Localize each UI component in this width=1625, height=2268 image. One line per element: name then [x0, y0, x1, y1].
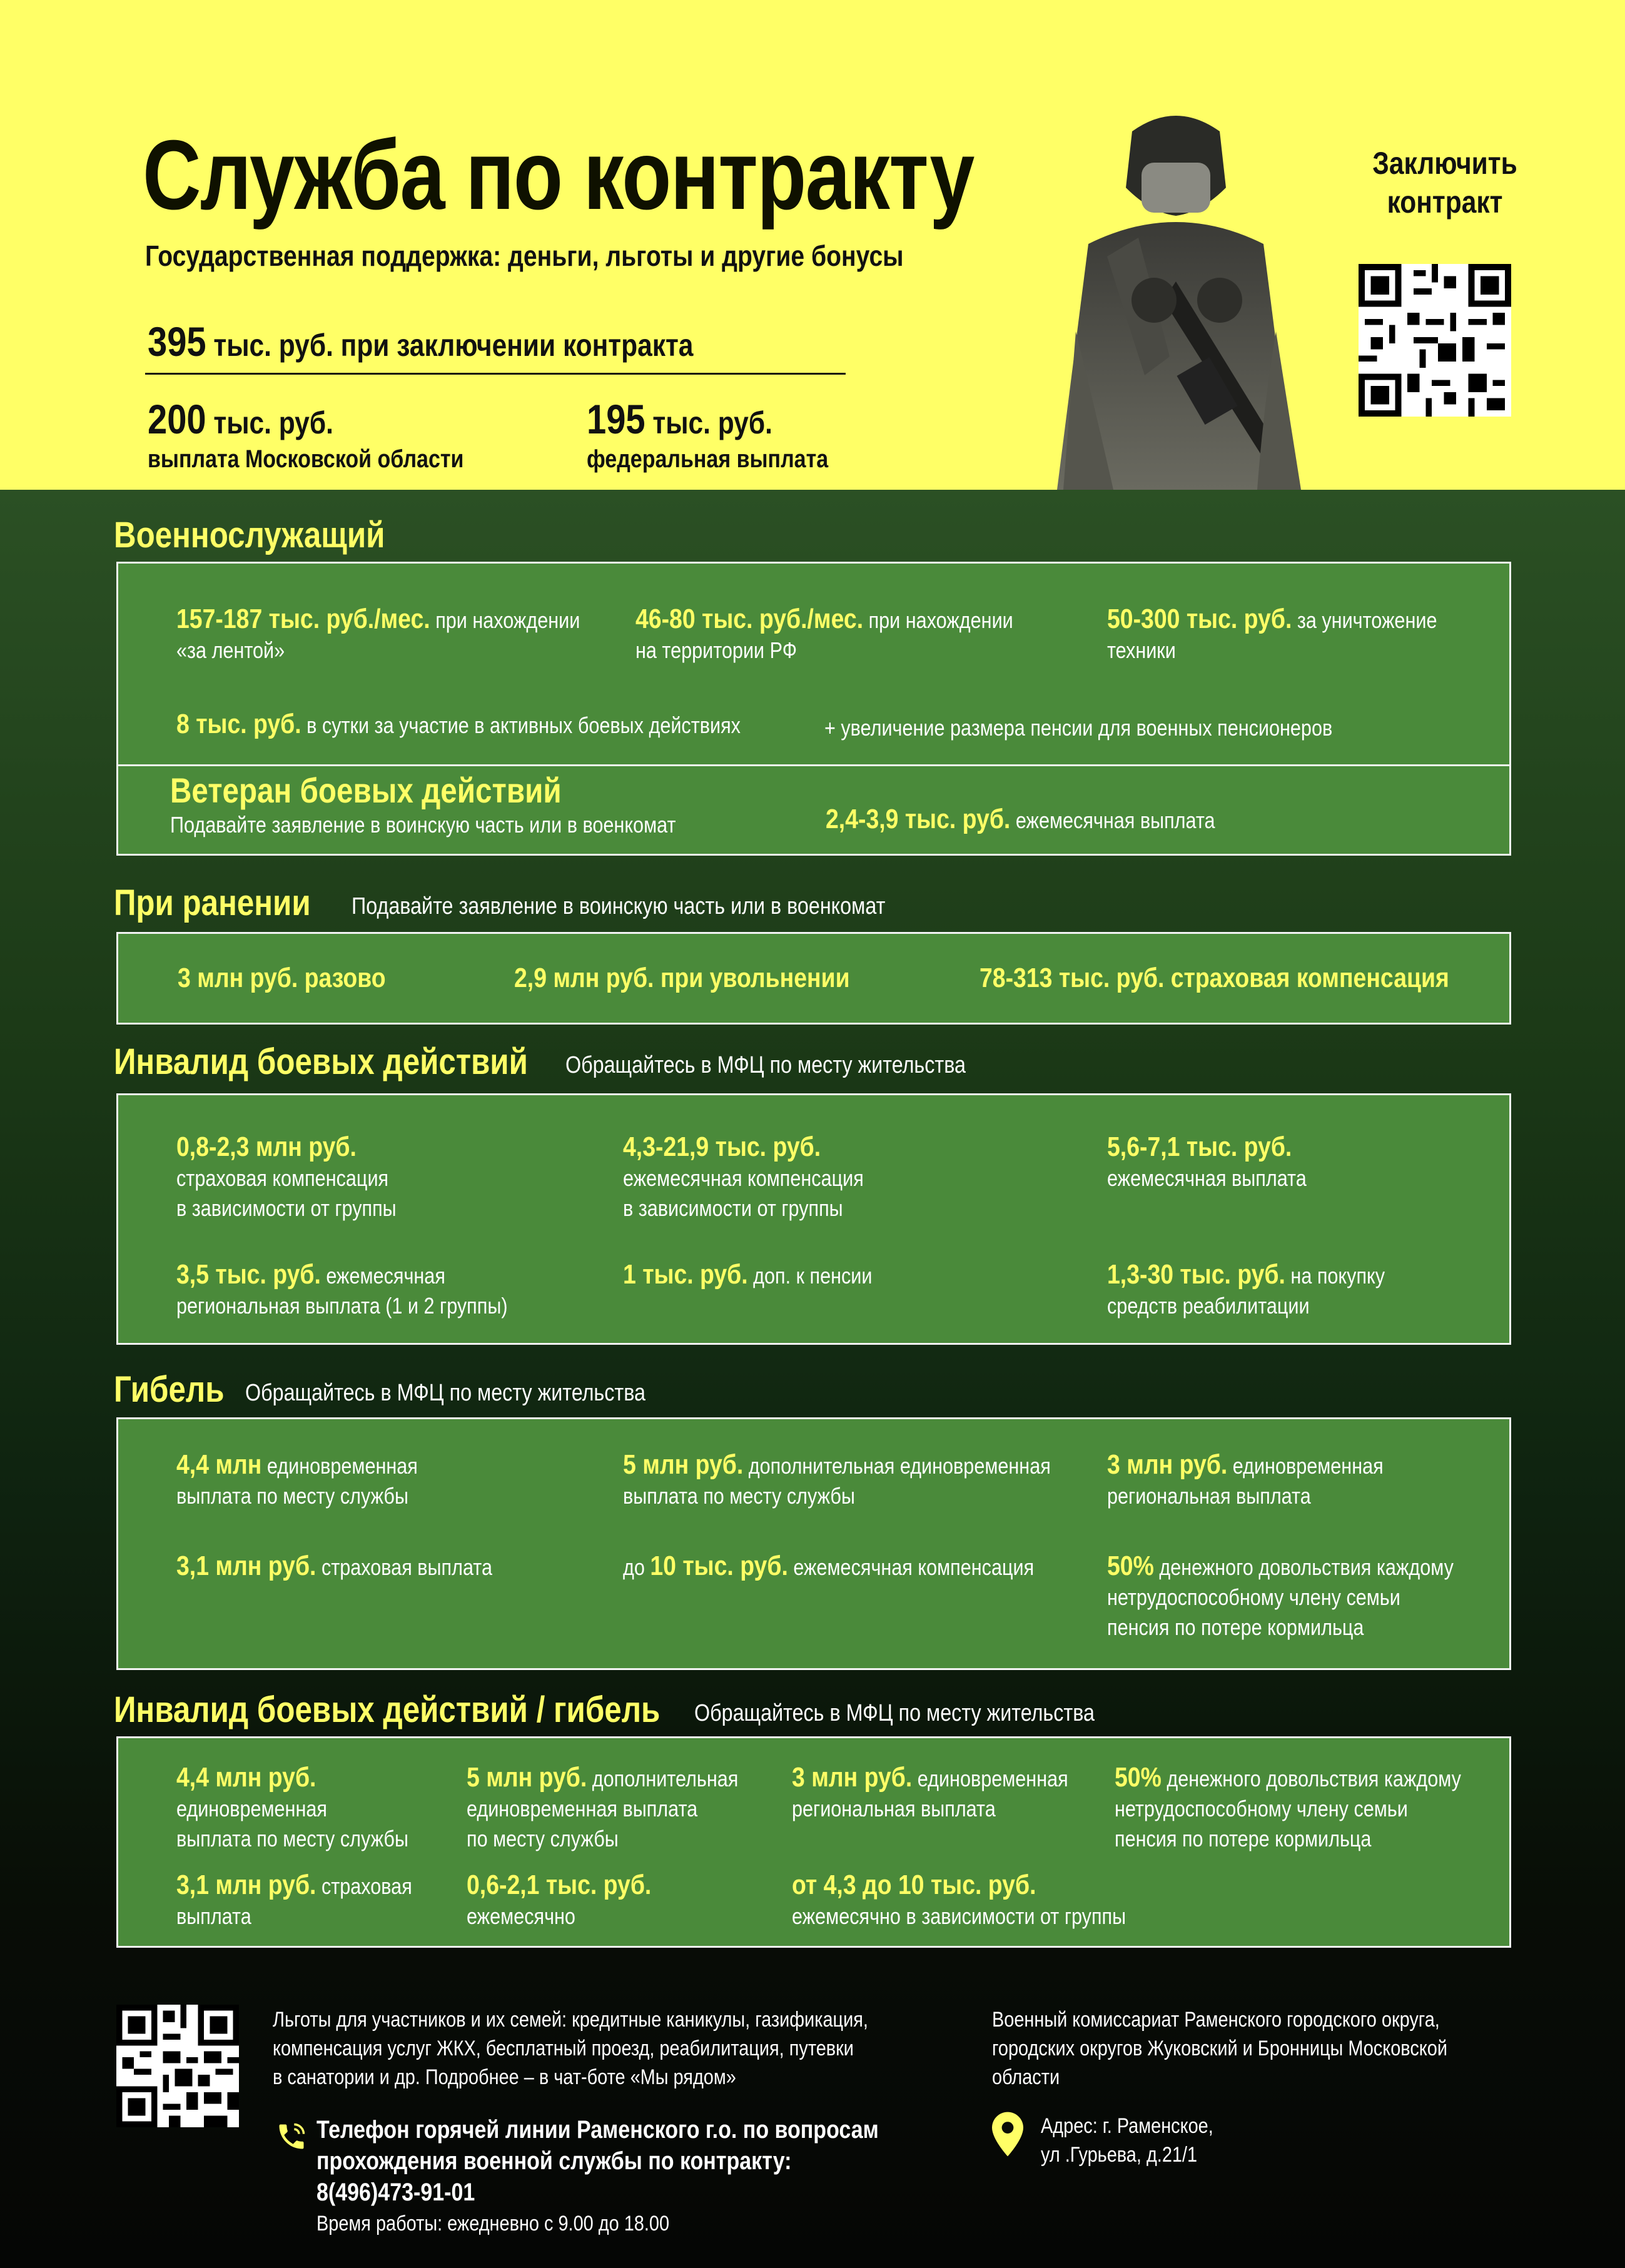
wounded-item: 3 млн руб. разово	[178, 963, 386, 993]
section-heading-death: Гибель	[114, 1369, 225, 1410]
disabled-death-item: 3,1 млн руб. страховая выплата	[176, 1870, 412, 1929]
disabled-death-item: от 4,3 до 10 тыс. руб. ежемесячно в зависимости от группы	[792, 1870, 1126, 1929]
section-heading-serviceman: Военнослужащий	[114, 515, 385, 555]
serviceman-item: 8 тыс. руб. в сутки за участие в активных боевых действиях	[176, 709, 741, 739]
office-text: Военный комиссариат Раменского городского округа, городских округов Жуковский и Бронницы Московской области	[992, 2008, 1447, 2089]
disabled-item: 3,5 тыс. руб. ежемесячная региональная выплата (1 и 2 группы)	[176, 1259, 508, 1319]
section-heading-disabled-death: Инвалид боевых действий / гибель	[114, 1689, 661, 1730]
death-item: 5 млн руб. дополнительная единовременная выплата по месту службы	[623, 1449, 1051, 1509]
benefits-text: Льготы для участников и их семей: кредитные каникулы, газификация, компенсация услуг ЖКХ, бесплатный проезд, реабилитация, путевки в санатории и др. Подробнее – в чат-боте «Мы рядом»	[273, 2008, 868, 2089]
section-heading-disabled: Инвалид боевых действий	[114, 1041, 528, 1082]
phone-number[interactable]: 8(496)473-91-01	[316, 2179, 475, 2206]
disabled-item: 4,3-21,9 тыс. руб. ежемесячная компенсация в зависимости от группы	[623, 1131, 864, 1221]
federal-payment: 195 тыс. руб. федеральная выплата	[587, 396, 829, 473]
disabled-item: 0,8-2,3 млн руб. страховая компенсация в зависимости от группы	[176, 1131, 397, 1221]
disabled-item: 1,3-30 тыс. руб. на покупку средств реабилитации	[1107, 1259, 1385, 1319]
serviceman-item: 157-187 тыс. руб./мес. при нахождении «за лентой»	[176, 604, 580, 663]
qr-code-icon[interactable]	[116, 2005, 239, 2127]
disabled-item: 1 тыс. руб. доп. к пенсии	[623, 1259, 873, 1290]
soldier-image	[1013, 94, 1339, 490]
death-item: 50% денежного довольствия каждому нетрудоспособному члену семьи пенсия по потере кормильца	[1107, 1551, 1454, 1640]
death-item: 3,1 млн руб. страховая выплата	[176, 1551, 492, 1581]
disabled-death-item: 4,4 млн руб. единовременная выплата по месту службы	[176, 1762, 408, 1851]
disabled-death-note: Обращайтесь в МФЦ по месту жительства	[694, 1700, 1095, 1726]
disabled-death-item: 0,6-2,1 тыс. руб. ежемесячно	[467, 1870, 652, 1929]
disabled-death-item: 5 млн руб. дополнительная единовременная выплата по месту службы	[467, 1762, 739, 1851]
death-note: Обращайтесь в МФЦ по месту жительства	[245, 1380, 645, 1406]
disabled-death-item: 3 млн руб. единовременная региональная выплата	[792, 1762, 1068, 1821]
section-heading-wounded: При ранении	[114, 883, 311, 923]
veteran-block: Ветеран боевых действий Подавайте заявление в воинскую часть или в военкомат	[170, 771, 676, 838]
page-title: Служба по контракту	[143, 120, 974, 230]
contract-cta-label: Заключить контракт	[1372, 146, 1517, 220]
wounded-note: Подавайте заявление в воинскую часть или в военкомат	[352, 893, 886, 919]
serviceman-divider	[116, 764, 1511, 766]
wounded-item: 78-313 тыс. руб. страховая компенсация	[980, 963, 1449, 993]
location-pin-icon	[992, 2112, 1023, 2157]
disabled-item: 5,6-7,1 тыс. руб. ежемесячная выплата	[1107, 1131, 1307, 1191]
disabled-note: Обращайтесь в МФЦ по месту жительства	[565, 1052, 966, 1078]
phone-icon	[275, 2119, 308, 2154]
serviceman-item: 46-80 тыс. руб./мес. при нахождении на территории РФ	[635, 604, 1013, 663]
qr-code-icon[interactable]	[1359, 264, 1511, 417]
disabled-death-item: 50% денежного довольствия каждому нетрудоспособному члену семьи пенсия по потере кормильца	[1115, 1762, 1461, 1851]
regional-payment: 200 тыс. руб. выплата Московской области	[148, 396, 464, 473]
address-text: Адрес: г. Раменское, ул .Гурьева, д.21/1	[1041, 2114, 1213, 2167]
veteran-payment: 2,4-3,9 тыс. руб. ежемесячная выплата	[826, 804, 1215, 834]
wounded-item: 2,9 млн руб. при увольнении	[514, 963, 850, 993]
divider	[145, 373, 846, 375]
serviceman-item: 50-300 тыс. руб. за уничтожение техники	[1107, 604, 1437, 663]
serviceman-item: + увеличение размера пенсии для военных пенсионеров	[824, 715, 1333, 741]
contract-bonus-total: 395 тыс. руб. при заключении контракта	[148, 318, 694, 365]
working-hours: Время работы: ежедневно с 9.00 до 18.00	[316, 2212, 670, 2235]
page-subtitle: Государственная поддержка: деньги, льготы и другие бонусы	[145, 240, 904, 272]
death-item: до 10 тыс. руб. ежемесячная компенсация	[623, 1551, 1035, 1581]
hotline-text: Телефон горячей линии Раменского г.о. по вопросам прохождения военной службы по контракту: 8(496)473-91-01	[316, 2116, 879, 2206]
death-item: 3 млн руб. единовременная региональная выплата	[1107, 1449, 1384, 1509]
death-item: 4,4 млн единовременная выплата по месту службы	[176, 1449, 418, 1509]
